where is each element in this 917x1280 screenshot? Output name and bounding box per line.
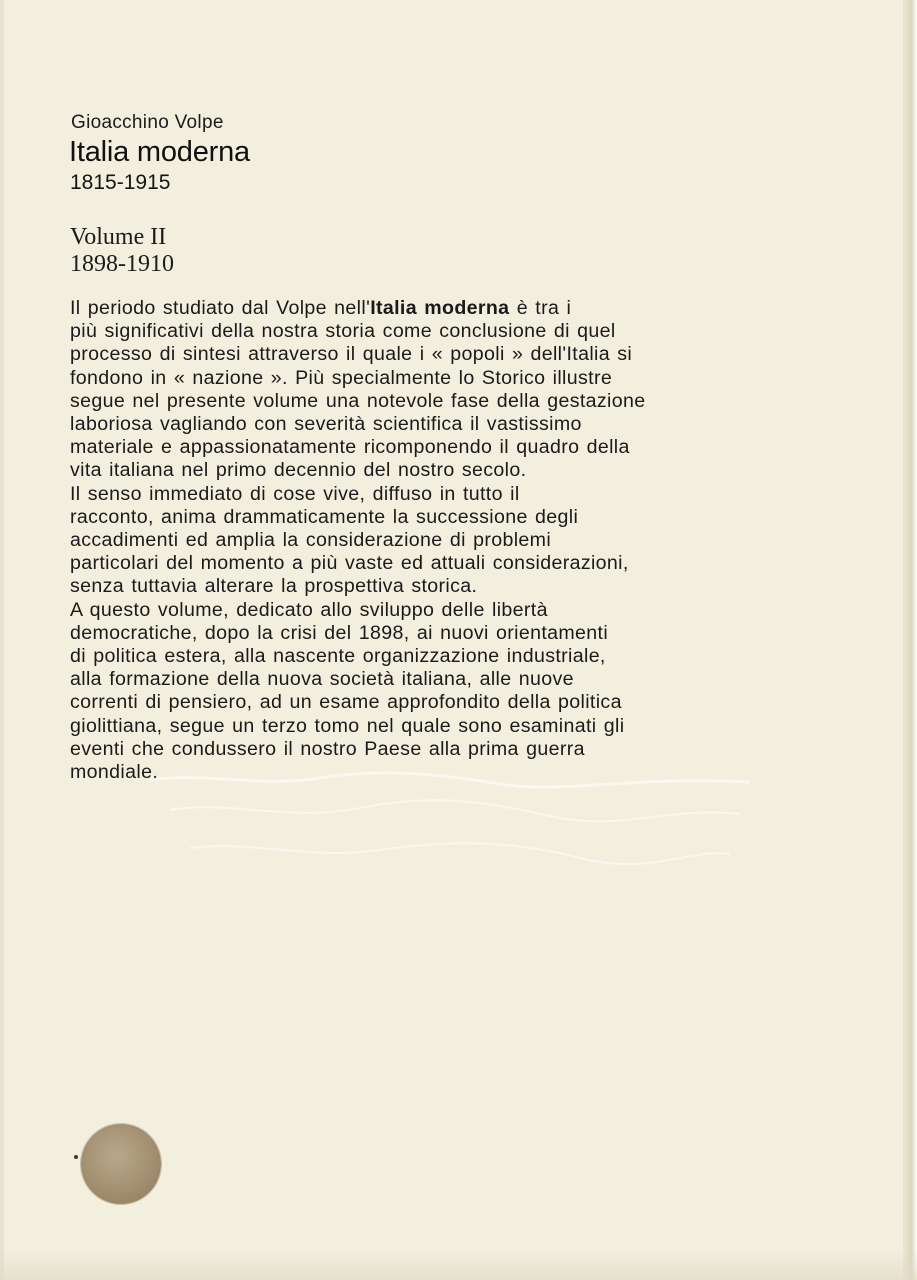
blurb-line: vita italiana nel primo decennio del nostro secolo. (70, 459, 527, 482)
blurb-line: di politica estera, alla nascente organizzazione industriale, (70, 645, 606, 668)
round-sticker (81, 1124, 161, 1204)
ink-dot (74, 1155, 78, 1159)
blurb-line-end: è tra i (509, 297, 572, 319)
blurb-line: alla formazione della nuova società italiana, alle nuove (70, 668, 574, 691)
blurb-line: segue nel presente volume una notevole fase della gestazione (70, 389, 646, 412)
blurb-line: fondono in « nazione ». Più specialmente lo Storico illustre (70, 366, 613, 389)
author-name: Gioacchino Volpe (71, 112, 224, 133)
volume-years: 1898-1910 (70, 251, 174, 277)
blurb-line-start: Il periodo studiato dal Volpe nell' (70, 297, 371, 319)
blurb-line: mondiale. (70, 761, 159, 784)
blurb-line: Il senso immediato di cose vive, diffuso in tutto il (70, 482, 520, 505)
blurb-line (70, 297, 730, 320)
blurb-line: giolittiana, segue un terzo tomo nel quale sono esaminati gli (70, 714, 625, 737)
volume-label: Volume II (70, 224, 167, 250)
book-years: 1815-1915 (70, 171, 171, 194)
blurb-line: A questo volume, dedicato allo sviluppo delle libertà (70, 598, 548, 621)
blurb-bold-title: Italia moderna (370, 297, 510, 319)
blurb-text (70, 297, 730, 784)
blurb-line: senza tuttavia alterare la prospettiva storica. (70, 575, 478, 598)
page-left-edge (0, 0, 4, 1280)
blurb-line: più significativi della nostra storia come conclusione di quel (70, 320, 616, 343)
book-title: Italia moderna (69, 136, 250, 168)
blurb-line: racconto, anima drammaticamente la successione degli (70, 505, 579, 528)
blurb-line: correnti di pensiero, ad un esame approfondito della politica (70, 691, 622, 714)
page-right-edge (903, 0, 917, 1280)
embossed-texture (150, 770, 750, 880)
blurb-line: accadimenti ed amplia la considerazione di problemi (70, 529, 552, 552)
blurb-line: particolari del momento a più vaste ed attuali considerazioni, (70, 552, 629, 575)
blurb-line: laboriosa vagliando con severità scientifica il vastissimo (70, 413, 582, 436)
blurb-line: democratiche, dopo la crisi del 1898, ai nuovi orientamenti (70, 621, 609, 644)
page-bottom-shadow (0, 1250, 917, 1280)
blurb-line: materiale e appassionatamente ricomponendo il quadro della (70, 436, 630, 459)
blurb-line: processo di sintesi attraverso il quale i « popoli » dell'Italia si (70, 343, 633, 366)
blurb-line: eventi che condussero il nostro Paese alla prima guerra (70, 737, 585, 760)
